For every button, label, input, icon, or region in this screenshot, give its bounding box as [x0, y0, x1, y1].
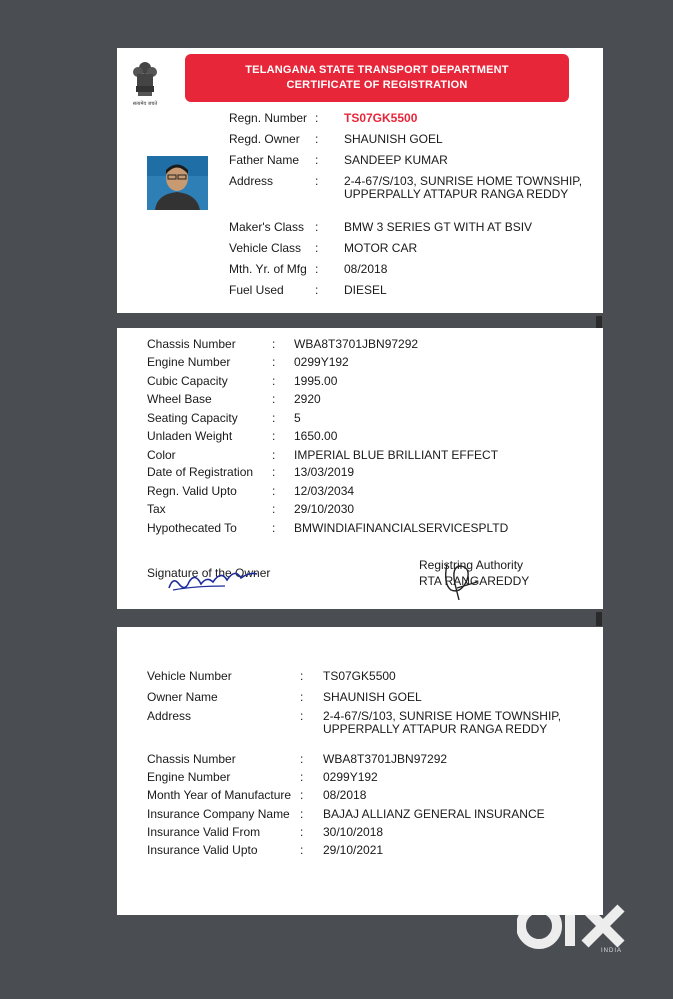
field-value: SHAUNISH GOEL [323, 690, 422, 704]
field-label: Regn. Number [229, 111, 308, 125]
field-value: 29/10/2030 [294, 502, 355, 516]
field-separator: : [272, 355, 276, 369]
field-label: Insurance Company Name [147, 807, 290, 821]
field-separator: : [272, 411, 276, 425]
field-separator: : [272, 502, 276, 516]
field-value: 0299Y192 [323, 770, 378, 784]
field-label: Wheel Base [147, 392, 212, 406]
field-value: BMWINDIAFINANCIALSERVICESPLTD [294, 521, 509, 535]
olx-sub: INDIA [601, 948, 623, 954]
field-value: 2-4-67/S/103, SUNRISE HOME TOWNSHIP, [323, 709, 562, 723]
card-edge [596, 612, 602, 626]
field-label: Vehicle Number [147, 669, 232, 683]
owner-photo [147, 156, 208, 210]
field-value-line2: UPPERPALLY ATTAPUR RANGA REDDY [344, 187, 569, 201]
certificate-header [185, 54, 569, 102]
field-value: 30/10/2018 [323, 825, 384, 839]
field-separator: : [272, 521, 276, 535]
registration-card-front [117, 48, 603, 313]
field-value: 08/2018 [323, 788, 367, 802]
field-separator: : [315, 262, 319, 276]
field-value: SHAUNISH GOEL [344, 132, 443, 146]
olx-watermark [517, 896, 637, 960]
card-edge [596, 316, 602, 328]
owner-signature-label: Signature of the Owner [147, 566, 271, 580]
field-separator: : [300, 770, 304, 784]
field-value: 5 [294, 411, 301, 425]
field-label: Maker's Class [229, 220, 304, 234]
field-separator: : [272, 392, 276, 406]
field-label: Hypothecated To [147, 521, 237, 535]
field-value: WBA8T3701JBN97292 [323, 752, 448, 766]
field-value: TS07GK5500 [344, 111, 418, 125]
registration-card-back [117, 328, 603, 609]
field-value: MOTOR CAR [344, 241, 418, 255]
field-label: Chassis Number [147, 337, 236, 351]
field-separator: : [315, 132, 319, 146]
field-separator: : [315, 174, 319, 188]
field-label: Mth. Yr. of Mfg [229, 262, 307, 276]
field-value: 1650.00 [294, 429, 338, 443]
field-separator: : [315, 283, 319, 297]
insurance-card [117, 627, 603, 915]
field-separator: : [272, 429, 276, 443]
field-separator: : [272, 484, 276, 498]
field-value: BMW 3 SERIES GT WITH AT BSIV [344, 220, 533, 234]
field-separator: : [315, 153, 319, 167]
field-label: Color [147, 448, 176, 462]
field-separator: : [300, 669, 304, 683]
field-value: IMPERIAL BLUE BRILLIANT EFFECT [294, 448, 499, 462]
field-separator: : [300, 752, 304, 766]
field-value: 12/03/2034 [294, 484, 355, 498]
field-separator: : [272, 465, 276, 479]
field-separator: : [300, 690, 304, 704]
field-value: WBA8T3701JBN97292 [294, 337, 419, 351]
emblem-caption: सत्यमेव जयते [132, 101, 158, 107]
national-emblem-icon [125, 56, 165, 108]
field-label: Vehicle Class [229, 241, 302, 255]
field-label: Unladen Weight [147, 429, 233, 443]
authority-office: RTA RANGAREDDY [419, 574, 530, 588]
field-label: Father Name [229, 153, 300, 167]
field-value: 2-4-67/S/103, SUNRISE HOME TOWNSHIP, [344, 174, 583, 188]
field-label: Date of Registration [147, 465, 254, 479]
field-value: 1995.00 [294, 374, 338, 388]
authority-signature [437, 554, 483, 602]
field-label: Tax [147, 502, 166, 516]
field-separator: : [300, 825, 304, 839]
field-label: Fuel Used [229, 283, 284, 297]
field-separator: : [315, 111, 319, 125]
field-label: Insurance Valid Upto [147, 843, 258, 857]
field-label: Address [147, 709, 192, 723]
field-value: 29/10/2021 [323, 843, 384, 857]
field-label: Engine Number [147, 770, 231, 784]
field-separator: : [315, 241, 319, 255]
field-label: Seating Capacity [147, 411, 238, 425]
field-value: DIESEL [344, 283, 387, 297]
field-label: Engine Number [147, 355, 231, 369]
department-title: TELANGANA STATE TRANSPORT DEPARTMENT [245, 64, 509, 76]
field-label: Chassis Number [147, 752, 236, 766]
field-separator: : [272, 337, 276, 351]
field-value: SANDEEP KUMAR [344, 153, 448, 167]
field-value: 08/2018 [344, 262, 388, 276]
field-label: Address [229, 174, 274, 188]
owner-signature [165, 562, 265, 596]
field-separator: : [300, 709, 304, 723]
field-label: Regn. Valid Upto [147, 484, 237, 498]
registering-authority-label: Registring Authority [419, 558, 524, 572]
field-separator: : [272, 374, 276, 388]
field-value-line2: UPPERPALLY ATTAPUR RANGA REDDY [323, 722, 548, 736]
field-label: Insurance Valid From [147, 825, 261, 839]
field-separator: : [315, 220, 319, 234]
field-value: BAJAJ ALLIANZ GENERAL INSURANCE [323, 807, 545, 821]
field-value: 13/03/2019 [294, 465, 355, 479]
field-separator: : [300, 788, 304, 802]
field-label: Owner Name [147, 690, 218, 704]
field-label: Regd. Owner [229, 132, 300, 146]
field-value: TS07GK5500 [323, 669, 396, 683]
field-separator: : [300, 843, 304, 857]
field-separator: : [272, 448, 276, 462]
field-value: 0299Y192 [294, 355, 349, 369]
field-separator: : [300, 807, 304, 821]
field-label: Cubic Capacity [147, 374, 228, 388]
field-label: Month Year of Manufacture [147, 788, 292, 802]
field-value: 2920 [294, 392, 321, 406]
certificate-title: CERTIFICATE OF REGISTRATION [286, 79, 468, 91]
